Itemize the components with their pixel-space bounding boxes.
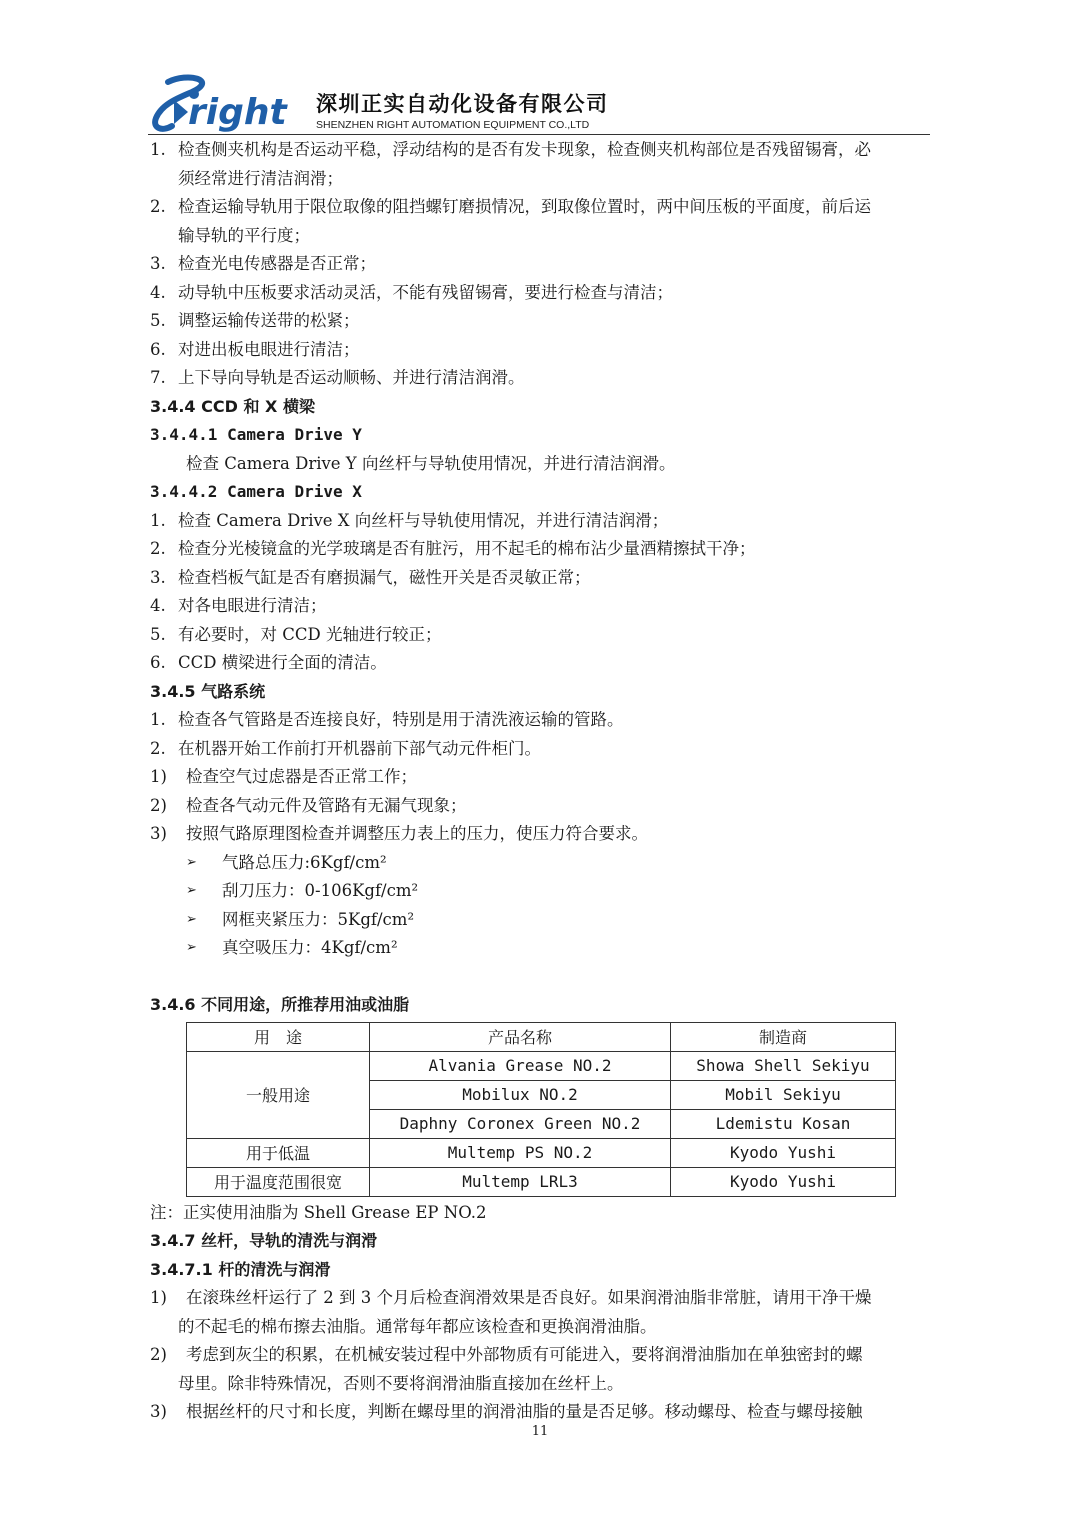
subsection-heading: 3.4.7.1 杆的清洗与润滑: [150, 1259, 331, 1279]
table-cell-product: Multemp PS NO.2: [370, 1138, 671, 1167]
list-item-text: 按照气路原理图检查并调整压力表上的压力，使压力符合要求。: [186, 824, 648, 843]
list-item-text: 检查运输导轨用于限位取像的阻挡螺钉磨损情况，到取像位置时，两中间压板的平面度，前后运: [178, 197, 871, 216]
list-item-number: 2.: [150, 197, 166, 216]
list-item-text: 母里。除非特殊情况，否则不要将润滑油脂直接加在丝杆上。: [178, 1373, 624, 1393]
company-logo: [148, 74, 308, 134]
company-name-en: SHENZHEN RIGHT AUTOMATION EQUIPMENT CO.,LTD: [316, 119, 590, 131]
screw-cleaning-list: [150, 1284, 940, 1427]
list-item: [150, 250, 940, 279]
table-header-cell: 制造商: [671, 1022, 896, 1051]
list-item-number: 3.: [150, 254, 166, 273]
table-cell-product: Multemp LRL3: [370, 1167, 671, 1196]
table-cell-product: Mobilux NO.2: [370, 1080, 671, 1109]
list-item-text: CCD 横梁进行全面的清洁。: [178, 653, 387, 672]
paragraph: 检查 Camera Drive Y 向丝杆与导轨使用情况，并进行清洁润滑。: [186, 453, 676, 473]
arrow-bullet-icon: ➢: [186, 883, 197, 898]
list-item: [150, 165, 940, 194]
table-cell-product: Daphny Coronex Green NO.2: [370, 1109, 671, 1138]
page-header: [148, 74, 930, 136]
list-item-text: 真空吸压力：4Kgf/cm²: [222, 938, 398, 957]
list-item-text: 在机器开始工作前打开机器前下部气动元件柜门。: [178, 738, 541, 758]
pressure-bullet-list: [150, 849, 940, 963]
list-item: [150, 279, 940, 308]
list-item: [150, 564, 940, 593]
list-item-text: 检查分光棱镜盒的光学玻璃是否有脏污，用不起毛的棉布沾少量酒精擦拭干净；: [178, 539, 756, 558]
list-item: [150, 877, 940, 906]
lubricant-table: [186, 1022, 896, 1197]
list-item: [150, 934, 940, 963]
list-item-text: 考虑到灰尘的积累，在机械安装过程中外部物质有可能进入，要将润滑油脂加在单独密封的螺: [186, 1345, 863, 1364]
list-item: [150, 1370, 940, 1399]
list-item-text: 调整运输传送带的松紧；: [178, 311, 360, 330]
list-item-text: 动导轨中压板要求活动灵活，不能有残留锡膏，要进行检查与清洁；: [178, 282, 673, 302]
camera-x-list: [150, 507, 940, 678]
list-item-text: 有必要时，对 CCD 光轴进行较正；: [178, 624, 442, 644]
section-heading: 3.4.7 丝杆，导轨的清洗与润滑: [150, 1231, 378, 1250]
list-item-text: 检查 Camera Drive X 向丝杆与导轨使用情况，并进行清洁润滑；: [178, 510, 669, 530]
table-header-cell: 产品名称: [370, 1022, 671, 1051]
list-item-text: 的不起毛的棉布擦去油脂。通常每年都应该检查和更换润滑油脂。: [178, 1316, 657, 1336]
table-cell-use: 用于低温: [187, 1138, 370, 1167]
list-item-number: 1.: [150, 140, 166, 159]
list-item: [150, 763, 940, 792]
list-item-number: 4.: [150, 596, 166, 615]
list-item-text: 对进出板电眼进行清洁；: [178, 339, 360, 359]
list-item-text: 对各电眼进行清洁；: [178, 596, 327, 615]
company-name-cn: 深圳正实自动化设备有限公司: [316, 92, 609, 116]
maintenance-list-rail: [150, 136, 940, 393]
subsection-heading: 3.4.4.2 Camera Drive X: [150, 482, 362, 501]
list-item-number: 5.: [150, 311, 166, 330]
list-item: [150, 1284, 940, 1313]
list-item-number: 2.: [150, 539, 166, 558]
list-item: [150, 136, 940, 165]
table-cell-maker: Kyodo Yushi: [671, 1138, 896, 1167]
list-item: [150, 735, 940, 764]
subsection-heading: 3.4.4.1 Camera Drive Y: [150, 425, 362, 444]
list-item-number: 3.: [150, 567, 166, 587]
list-item: [150, 792, 940, 821]
table-row: [187, 1051, 896, 1080]
list-item-number: 4.: [150, 282, 166, 302]
section-heading: 3.4.6 不同用途，所推荐用油或油脂: [150, 995, 410, 1014]
list-item: [150, 193, 940, 222]
section-heading: 3.4.5 气路系统: [150, 681, 266, 701]
list-item: [150, 507, 940, 536]
list-item: [150, 307, 940, 336]
list-item-text: 检查光电传感器是否正常；: [178, 254, 376, 273]
list-item-text: 检查空气过虑器是否正常工作；: [186, 767, 417, 786]
list-item-number: 1.: [150, 510, 166, 530]
list-item: [150, 535, 940, 564]
list-item-number: 1.: [150, 710, 166, 729]
list-item-number: 6.: [150, 653, 166, 672]
arrow-bullet-icon: ➢: [186, 940, 197, 955]
table-cell-maker: Kyodo Yushi: [671, 1167, 896, 1196]
table-cell-product: Alvania Grease NO.2: [370, 1051, 671, 1080]
list-item-number: 1): [150, 1288, 167, 1307]
list-item-text: 检查各气动元件及管路有无漏气现象；: [186, 795, 467, 815]
list-item-text: 刮刀压力：0-106Kgf/cm²: [222, 881, 419, 900]
table-cell-use: 一般用途: [187, 1051, 370, 1138]
table-cell-use: 用于温度范围很宽: [187, 1167, 370, 1196]
air-system-sublist: [150, 763, 940, 849]
list-item-text: 输导轨的平行度；: [178, 225, 310, 245]
arrow-bullet-icon: ➢: [186, 911, 197, 927]
list-item-text: 在滚珠丝杆运行了 2 到 3 个月后检查润滑效果是否良好。如果润滑油脂非常脏，请用干净干燥: [186, 1288, 872, 1307]
list-item-number: 3): [150, 1402, 167, 1421]
list-item: [150, 1398, 940, 1427]
table-row: [187, 1138, 896, 1167]
list-item: [150, 592, 940, 621]
list-item: [150, 706, 940, 735]
logo-wordmark: right: [188, 92, 287, 133]
list-item-text: 网框夹紧压力：5Kgf/cm²: [222, 909, 415, 929]
list-item: [150, 621, 940, 650]
table-note: 注：正实使用油脂为 Shell Grease EP NO.2: [150, 1202, 487, 1222]
list-item: [150, 364, 940, 393]
spacer: [150, 963, 940, 992]
arrow-bullet-icon: ➢: [186, 854, 197, 870]
header-divider: [148, 134, 930, 135]
list-item-text: 根据丝杆的尺寸和长度，判断在螺母里的润滑油脂的量是否足够。移动螺母、检查与螺母接触: [186, 1402, 863, 1421]
list-item-number: 5.: [150, 624, 166, 644]
page-number: 11: [531, 1424, 549, 1439]
list-item-number: 6.: [150, 339, 166, 359]
page-content: [150, 136, 940, 1427]
list-item: [150, 1341, 940, 1370]
list-item-text: 检查侧夹机构是否运动平稳，浮动结构的是否有发卡现象，检查侧夹机构部位是否残留锡膏，必: [178, 140, 871, 159]
list-item-number: 2): [150, 795, 167, 815]
list-item-text: 上下导向导轨是否运动顺畅、并进行清洁润滑。: [178, 368, 525, 387]
table-header-row: [187, 1022, 896, 1051]
list-item-text: 气路总压力:6Kgf/cm²: [222, 852, 387, 872]
table-cell-maker: Ldemistu Kosan: [671, 1109, 896, 1138]
list-item: [150, 1313, 940, 1342]
list-item-text: 须经常进行清洁润滑；: [178, 168, 343, 188]
table-cell-maker: Showa Shell Sekiyu: [671, 1051, 896, 1080]
list-item: [150, 336, 940, 365]
list-item: [150, 906, 940, 935]
table-row: [187, 1167, 896, 1196]
section-heading: 3.4.4 CCD 和 X 横梁: [150, 396, 315, 416]
list-item: [150, 222, 940, 251]
list-item-text: 检查档板气缸是否有磨损漏气，磁性开关是否灵敏正常；: [178, 567, 591, 587]
list-item-number: 3): [150, 824, 167, 843]
list-item-number: 7.: [150, 368, 166, 387]
list-item-number: 2): [150, 1345, 167, 1364]
list-item: [150, 820, 940, 849]
air-system-list: [150, 706, 940, 763]
table-header-cell: 用 途: [187, 1022, 370, 1051]
list-item-number: 2.: [150, 738, 166, 758]
table-cell-maker: Mobil Sekiyu: [671, 1080, 896, 1109]
list-item: [150, 649, 940, 678]
list-item-number: 1): [150, 767, 167, 786]
list-item-text: 检查各气管路是否连接良好，特别是用于清洗液运输的管路。: [178, 710, 624, 729]
list-item: [150, 849, 940, 878]
